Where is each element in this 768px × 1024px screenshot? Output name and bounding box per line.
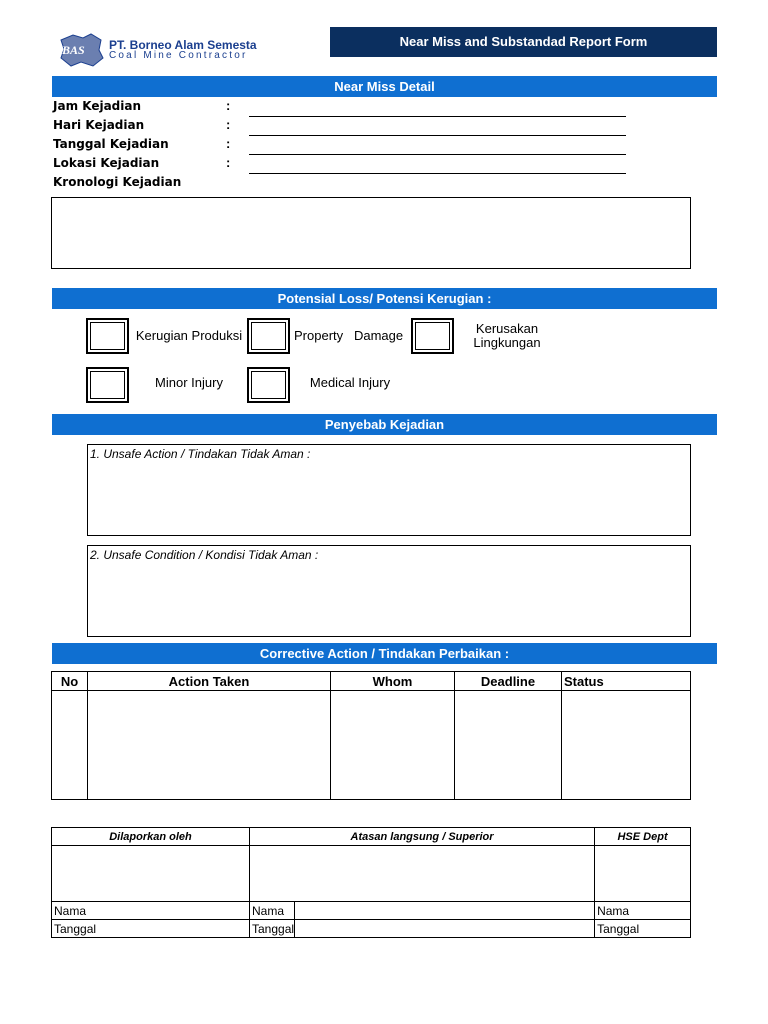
kronologi-textarea[interactable] <box>51 197 691 269</box>
date-label-reporter: Tanggal <box>52 920 250 938</box>
signature-table <box>51 827 691 938</box>
date-value-superior[interactable] <box>295 920 595 938</box>
medical-injury-checkbox[interactable] <box>247 367 290 403</box>
col-action-taken: Action Taken <box>88 672 331 691</box>
col-hse-dept: HSE Dept <box>595 828 691 846</box>
field-colon: : <box>226 117 231 132</box>
unsafe-condition-textarea[interactable] <box>87 545 691 637</box>
field-colon: : <box>226 136 231 151</box>
option-label <box>462 322 552 350</box>
field-label-lokasi: Lokasi Kejadian <box>53 156 160 170</box>
field-colon: : <box>226 155 231 170</box>
unsafe-action-textarea[interactable] <box>87 444 691 536</box>
col-whom: Whom <box>331 672 455 691</box>
minor-injury-checkbox[interactable] <box>86 367 129 403</box>
hari-kejadian-input-line[interactable] <box>249 135 626 136</box>
property-damage-checkbox[interactable] <box>247 318 290 354</box>
option-label-line2: Lingkungan <box>473 335 541 350</box>
col-reported-by: Dilaporkan oleh <box>52 828 250 846</box>
col-status: Status <box>562 672 691 691</box>
company-logo <box>55 32 107 68</box>
tanggal-kejadian-input-line[interactable] <box>249 154 626 155</box>
option-label: Property Damage <box>294 328 404 343</box>
signature-box-hse[interactable] <box>595 846 691 902</box>
name-row <box>52 902 691 920</box>
table-header-row <box>52 672 691 691</box>
cell-deadline[interactable] <box>455 691 562 800</box>
signature-space-row <box>52 846 691 902</box>
company-tagline: Coal Mine Contractor <box>109 50 248 61</box>
name-label-reporter: Nama <box>52 902 250 920</box>
corrective-action-table <box>51 671 691 800</box>
cell-action-taken[interactable] <box>88 691 331 800</box>
col-deadline: Deadline <box>455 672 562 691</box>
field-label-kronologi: Kronologi Kejadian <box>53 175 182 189</box>
name-value-superior[interactable] <box>295 902 595 920</box>
field-colon: : <box>226 98 231 113</box>
signature-header-row <box>52 828 691 846</box>
option-label-line1: Kerusakan <box>475 321 539 336</box>
form-title: Near Miss and Substandad Report Form <box>330 27 717 57</box>
kerusakan-lingkungan-checkbox[interactable] <box>411 318 454 354</box>
cell-whom[interactable] <box>331 691 455 800</box>
cause-header: Penyebab Kejadian <box>52 414 717 435</box>
date-row <box>52 920 691 938</box>
cell-no[interactable] <box>52 691 88 800</box>
option-label: Kerugian Produksi <box>135 328 243 343</box>
unsafe-action-label: 1. Unsafe Action / Tindakan Tidak Aman : <box>90 447 311 461</box>
kerugian-produksi-checkbox[interactable] <box>86 318 129 354</box>
option-label: Medical Injury <box>309 375 391 390</box>
cell-status[interactable] <box>562 691 691 800</box>
field-label-jam: Jam Kejadian <box>53 99 142 113</box>
signature-box-superior[interactable] <box>250 846 595 902</box>
corrective-action-header: Corrective Action / Tindakan Perbaikan : <box>52 643 717 664</box>
jam-kejadian-input-line[interactable] <box>249 116 626 117</box>
col-no: No <box>52 672 88 691</box>
field-label-tanggal: Tanggal Kejadian <box>53 137 169 151</box>
unsafe-condition-label: 2. Unsafe Condition / Kondisi Tidak Aman : <box>90 548 319 562</box>
potential-loss-header: Potensial Loss/ Potensi Kerugian : <box>52 288 717 309</box>
lokasi-kejadian-input-line[interactable] <box>249 173 626 174</box>
name-label-superior: Nama <box>250 902 295 920</box>
table-row <box>52 691 691 800</box>
signature-box-reporter[interactable] <box>52 846 250 902</box>
near-miss-detail-header: Near Miss Detail <box>52 76 717 97</box>
option-label: Minor Injury <box>155 375 223 390</box>
company-name: PT. Borneo Alam Semesta <box>109 38 257 52</box>
date-label-hse: Tanggal <box>595 920 691 938</box>
logo-abbrev: BAS <box>62 43 85 57</box>
field-label-hari: Hari Kejadian <box>53 118 145 132</box>
name-label-hse: Nama <box>595 902 691 920</box>
date-label-superior: Tanggal <box>250 920 295 938</box>
col-superior: Atasan langsung / Superior <box>250 828 595 846</box>
